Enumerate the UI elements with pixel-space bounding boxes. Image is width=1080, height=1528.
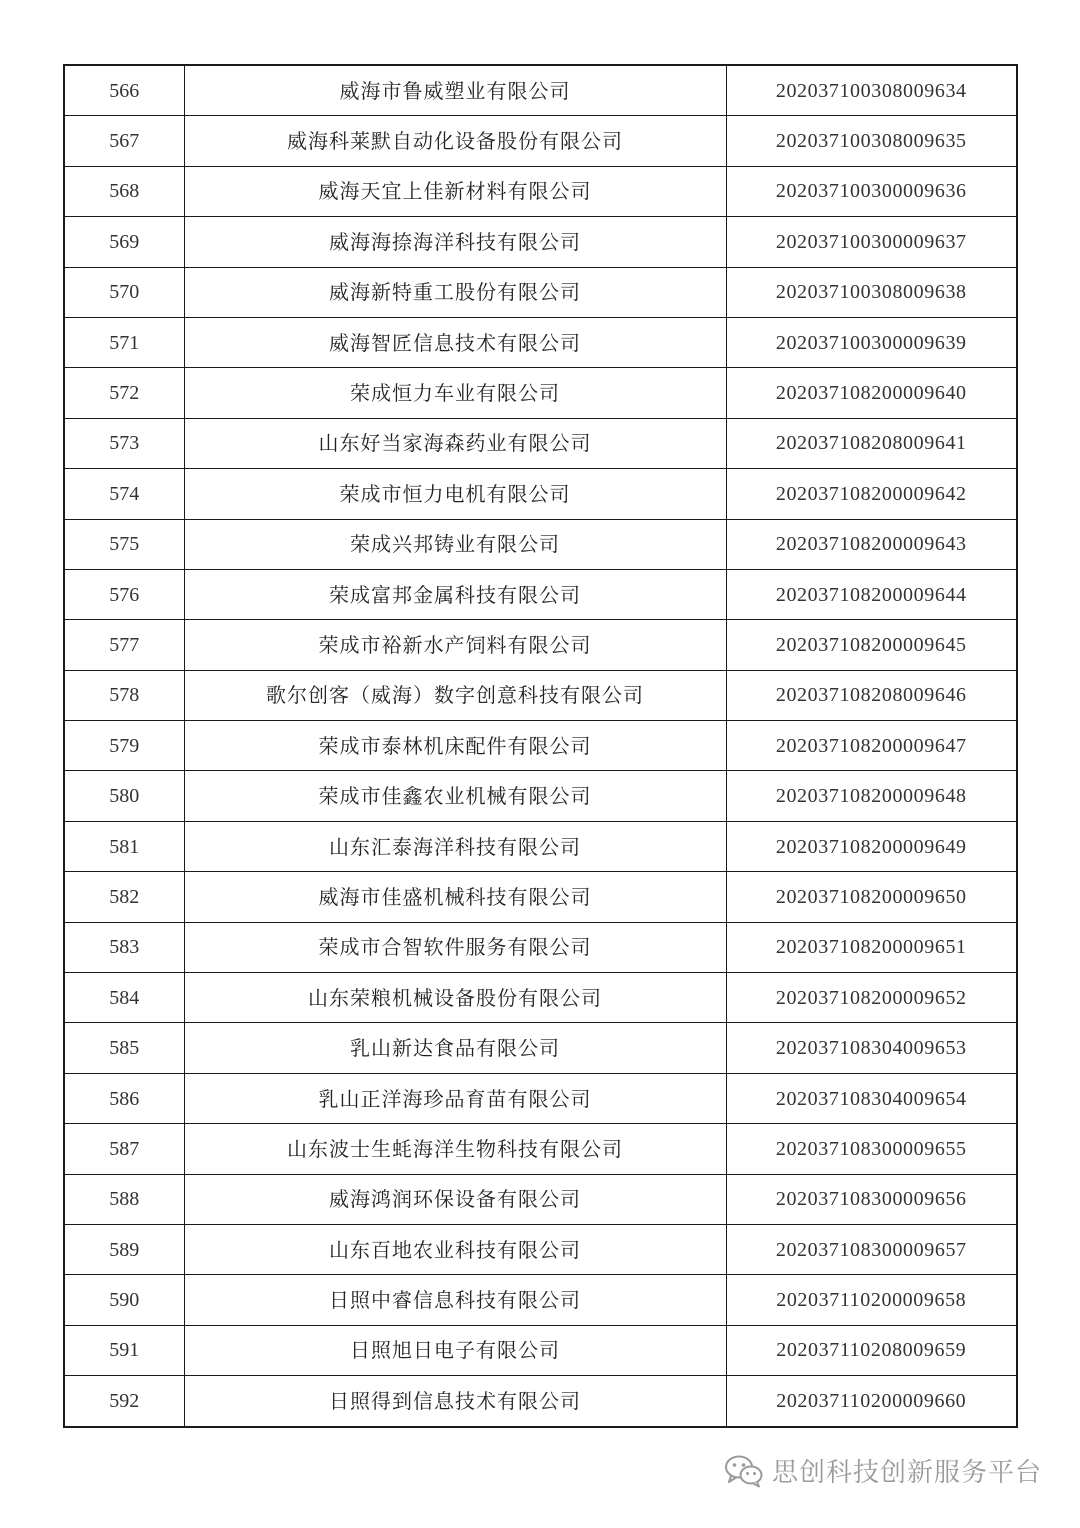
company-name: 乳山新达食品有限公司 bbox=[184, 1023, 726, 1073]
table-row bbox=[64, 1376, 1017, 1427]
company-name: 日照中睿信息科技有限公司 bbox=[184, 1275, 726, 1325]
row-number: 588 bbox=[64, 1174, 184, 1224]
table-row bbox=[64, 1174, 1017, 1224]
company-name: 荣成市恒力电机有限公司 bbox=[184, 469, 726, 519]
company-name: 威海海捺海洋科技有限公司 bbox=[184, 217, 726, 267]
row-number: 585 bbox=[64, 1023, 184, 1073]
company-name: 歌尔创客（威海）数字创意科技有限公司 bbox=[184, 670, 726, 720]
registration-code: 202037108200009647 bbox=[726, 721, 1017, 771]
table-row bbox=[64, 1023, 1017, 1073]
registration-code: 202037108200009652 bbox=[726, 973, 1017, 1023]
row-number: 580 bbox=[64, 771, 184, 821]
row-number: 566 bbox=[64, 65, 184, 116]
table-row bbox=[64, 670, 1017, 720]
registration-code: 202037100308009634 bbox=[726, 65, 1017, 116]
company-name: 日照旭日电子有限公司 bbox=[184, 1325, 726, 1375]
row-number: 584 bbox=[64, 973, 184, 1023]
row-number: 582 bbox=[64, 872, 184, 922]
row-number: 587 bbox=[64, 1124, 184, 1174]
table-row bbox=[64, 469, 1017, 519]
company-name: 荣成市佳鑫农业机械有限公司 bbox=[184, 771, 726, 821]
registration-code: 202037100300009636 bbox=[726, 166, 1017, 216]
company-name: 山东汇泰海洋科技有限公司 bbox=[184, 821, 726, 871]
table-row bbox=[64, 1275, 1017, 1325]
registration-code: 202037108200009649 bbox=[726, 821, 1017, 871]
table-row bbox=[64, 821, 1017, 871]
company-list-table bbox=[63, 64, 1018, 1428]
table-row bbox=[64, 317, 1017, 367]
company-name: 威海新特重工股份有限公司 bbox=[184, 267, 726, 317]
company-name: 威海天宜上佳新材料有限公司 bbox=[184, 166, 726, 216]
company-name: 山东好当家海森药业有限公司 bbox=[184, 418, 726, 468]
company-name: 威海智匠信息技术有限公司 bbox=[184, 317, 726, 367]
registration-code: 202037108200009650 bbox=[726, 872, 1017, 922]
company-name: 山东波士生蚝海洋生物科技有限公司 bbox=[184, 1124, 726, 1174]
row-number: 590 bbox=[64, 1275, 184, 1325]
table-row bbox=[64, 1124, 1017, 1174]
registration-code: 202037108200009645 bbox=[726, 620, 1017, 670]
registration-code: 202037100300009639 bbox=[726, 317, 1017, 367]
row-number: 573 bbox=[64, 418, 184, 468]
row-number: 586 bbox=[64, 1073, 184, 1123]
company-name: 荣成市裕新水产饲料有限公司 bbox=[184, 620, 726, 670]
table-row bbox=[64, 1224, 1017, 1274]
row-number: 567 bbox=[64, 116, 184, 166]
registration-code: 202037108300009656 bbox=[726, 1174, 1017, 1224]
row-number: 578 bbox=[64, 670, 184, 720]
company-name: 威海科莱默自动化设备股份有限公司 bbox=[184, 116, 726, 166]
table-row bbox=[64, 721, 1017, 771]
row-number: 591 bbox=[64, 1325, 184, 1375]
table-body bbox=[64, 65, 1017, 1427]
company-name: 乳山正洋海珍品育苗有限公司 bbox=[184, 1073, 726, 1123]
registration-code: 202037108304009654 bbox=[726, 1073, 1017, 1123]
row-number: 579 bbox=[64, 721, 184, 771]
registration-code: 202037108304009653 bbox=[726, 1023, 1017, 1073]
company-name: 山东荣粮机械设备股份有限公司 bbox=[184, 973, 726, 1023]
registration-code: 202037108200009651 bbox=[726, 922, 1017, 972]
table-row bbox=[64, 217, 1017, 267]
table-row bbox=[64, 771, 1017, 821]
registration-code: 202037100308009638 bbox=[726, 267, 1017, 317]
company-name: 威海市佳盛机械科技有限公司 bbox=[184, 872, 726, 922]
registration-code: 202037110200009658 bbox=[726, 1275, 1017, 1325]
table-row bbox=[64, 973, 1017, 1023]
company-name: 荣成市合智软件服务有限公司 bbox=[184, 922, 726, 972]
table-row bbox=[64, 116, 1017, 166]
registration-code: 202037110208009659 bbox=[726, 1325, 1017, 1375]
table-row bbox=[64, 166, 1017, 216]
row-number: 581 bbox=[64, 821, 184, 871]
row-number: 589 bbox=[64, 1224, 184, 1274]
registration-code: 202037100308009635 bbox=[726, 116, 1017, 166]
registration-code: 202037108200009644 bbox=[726, 569, 1017, 619]
company-name: 山东百地农业科技有限公司 bbox=[184, 1224, 726, 1274]
company-name: 荣成兴邦铸业有限公司 bbox=[184, 519, 726, 569]
registration-code: 202037110200009660 bbox=[726, 1376, 1017, 1427]
registration-code: 202037108208009641 bbox=[726, 418, 1017, 468]
table-row bbox=[64, 1325, 1017, 1375]
registration-code: 202037108200009648 bbox=[726, 771, 1017, 821]
registration-code: 202037108300009655 bbox=[726, 1124, 1017, 1174]
row-number: 576 bbox=[64, 569, 184, 619]
table-row bbox=[64, 65, 1017, 116]
registration-code: 202037100300009637 bbox=[726, 217, 1017, 267]
table-row bbox=[64, 267, 1017, 317]
table-row bbox=[64, 872, 1017, 922]
table-row bbox=[64, 368, 1017, 418]
company-name: 荣成恒力车业有限公司 bbox=[184, 368, 726, 418]
watermark bbox=[724, 1452, 1042, 1489]
company-list-table-wrap bbox=[63, 64, 1016, 1428]
row-number: 571 bbox=[64, 317, 184, 367]
row-number: 583 bbox=[64, 922, 184, 972]
row-number: 572 bbox=[64, 368, 184, 418]
watermark-text: 思创科技创新服务平台 bbox=[771, 1458, 1042, 1488]
row-number: 570 bbox=[64, 267, 184, 317]
row-number: 592 bbox=[64, 1376, 184, 1427]
registration-code: 202037108200009640 bbox=[726, 368, 1017, 418]
table-row bbox=[64, 922, 1017, 972]
row-number: 574 bbox=[64, 469, 184, 519]
company-name: 日照得到信息技术有限公司 bbox=[184, 1376, 726, 1427]
registration-code: 202037108208009646 bbox=[726, 670, 1017, 720]
table-row bbox=[64, 620, 1017, 670]
company-name: 荣成富邦金属科技有限公司 bbox=[184, 569, 726, 619]
wechat-icon bbox=[724, 1454, 764, 1488]
table-row bbox=[64, 1073, 1017, 1123]
table-row bbox=[64, 569, 1017, 619]
table-row bbox=[64, 519, 1017, 569]
registration-code: 202037108200009642 bbox=[726, 469, 1017, 519]
registration-code: 202037108300009657 bbox=[726, 1224, 1017, 1274]
row-number: 575 bbox=[64, 519, 184, 569]
company-name: 威海鸿润环保设备有限公司 bbox=[184, 1174, 726, 1224]
row-number: 577 bbox=[64, 620, 184, 670]
row-number: 569 bbox=[64, 217, 184, 267]
row-number: 568 bbox=[64, 166, 184, 216]
registration-code: 202037108200009643 bbox=[726, 519, 1017, 569]
company-name: 荣成市泰林机床配件有限公司 bbox=[184, 721, 726, 771]
company-name: 威海市鲁威塑业有限公司 bbox=[184, 65, 726, 116]
table-row bbox=[64, 418, 1017, 468]
